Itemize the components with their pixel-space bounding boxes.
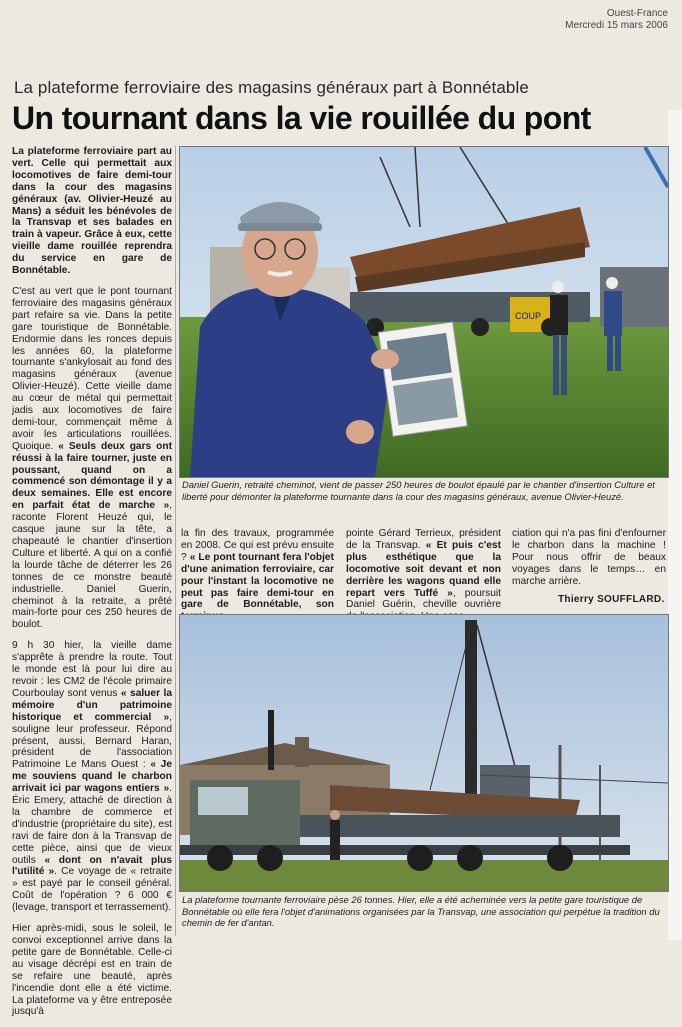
column-1 — [12, 146, 172, 1027]
masthead — [565, 8, 668, 32]
newspaper-name: Ouest-France — [606, 8, 668, 19]
photo-convoy-crane — [179, 614, 669, 892]
photo-cheminot-with-album — [179, 146, 669, 478]
paragraph-1: C'est au vert que le pont tournant ferroviaire des magasins généraux part refaire sa vie. Dans la petite gare touristique de Bonnétable. Endormie dans les ronces depuis les années 60, la plateforme tournante s'ankylosait au fond des magasins généraux (avenue Olivier-Heuzé). Cette vieille dame au cœur de métal qui permettait jadis aux locomotives de faire demi-tour, commençait même à avoir les articulations rouillées. Quoique. « Seuls deux gars ont réussi à la faire tourner, juste en poussant, quand on a commencé son démontage il y a deux semaines. Elle est encore en parfait état de marche », raconte Florent Heuzé qui, le casque jaune sur la tête, a chapeauté le chantier d'insertion Culture et liberté. A qui on a confié la lourde tâche de déterrer les 26 tonnes de ce monstre beauté industrielle. Daniel Guerin, cheminot à la retraite, a prêté main-forte pour ces 250 heures de boulot. — [12, 285, 172, 631]
photo-2-caption: La plateforme tournante ferroviaire pèse 26 tonnes. Hier, elle a été acheminée vers la petite gare touristique de Bonnétable où elle fera l'objet d'animations organisées par la Transvap, une association qui perpétue la tradition du chemin de fer d'antan. — [182, 894, 660, 928]
column-4: ciation qui n'a pas fini d'enfourner le charbon dans la machine ! Pour nous offrir de beaux voyages dans le temps… en marche arrière. — [512, 528, 666, 587]
truck-sign-text: COUP — [515, 311, 542, 321]
photo-1-caption: Daniel Guerin, retraité cheminot, vient de passer 250 heures de boulot épaulé par le chantier d'insertion Culture et liberté pour démonter la plateforme tournante dans la cour des magasins généraux, avenue Olivier-Heuzé. — [182, 479, 655, 502]
issue-date: Mercredi 15 mars 2006 — [565, 20, 668, 31]
adjacent-page-edge — [668, 110, 682, 940]
photo-2-illustration — [180, 615, 668, 891]
article-kicker: La plateforme ferroviaire des magasins généraux part à Bonnétable — [14, 78, 529, 97]
author-signature: Thierry SOUFFLARD. — [558, 594, 665, 605]
column-rule-1 — [175, 146, 176, 936]
paragraph-2: 9 h 30 hier, la vieille dame s'apprête à prendre la route. Tout le monde est là pour lui dire au revoir : les CM2 de l'école primaire Courboulay sont venus « saluer la mémoire d'un patrimoine historique et commercial », souligne leur professeur. Répond présent, aussi, Bernard Haran, président de l'association Patrimoine Le Mans Ouest : « Je me souviens quand le charbon arrivait ici par wagons entiers ». Éric Emery, attaché de direction à la chambre de commerce et d'industrie (propriétaire du site), est ravi de faire don à la Transvap de cette pièce, ainsi que de vieux outils « dont on n'avait plus l'utilité ». Ce voyage de « retraite » est payé par le conseil général. Coût de l'opération ? 6 000 € (levage, transport et terrassement). — [12, 640, 172, 914]
photo-1-illustration — [180, 147, 668, 477]
column-2: la fin des travaux, programmée en 2008. Ce qui est prévu ensuite ? « Le pont tournant fera l'objet d'une animation ferroviaire, car pour l'instant la locomotive ne peut pas faire demi-tour en gare de Bonnétable, son — [181, 528, 334, 611]
paragraph-3: Hier après-midi, sous le soleil, le convoi exceptionnel arrive dans la petite gare de Bonnétable. Celle-ci au visage décrépi est en train de se refaire une beauté, après l'incendie dont elle a été victime. La plateforme va y être entreposée jusqu'à — [12, 923, 172, 1018]
column-3: pointe Gérard Terrieux, président de la Transvap. « Et puis c'est plus esthétique que la locomotive soit devant et non derrière les wagons quand elle repart vers Tuffé », poursuit Daniel Guérin, cheville ouvrière — [346, 528, 502, 611]
article-lead: La plateforme ferroviaire part au vert. Celle qui permettait aux locomotives de faire demi-tour dans la cour des magasins généraux (av. Olivier-Heuzé au Mans) a séduit les bénévoles de la Transvap et ses balades en train à vapeur. Grâce à eux, cette vieille dame rouillée reprendra du service en gare de Bonnétable. — [12, 146, 172, 277]
article-headline: Un tournant dans la vie rouillée du pont — [12, 100, 591, 136]
